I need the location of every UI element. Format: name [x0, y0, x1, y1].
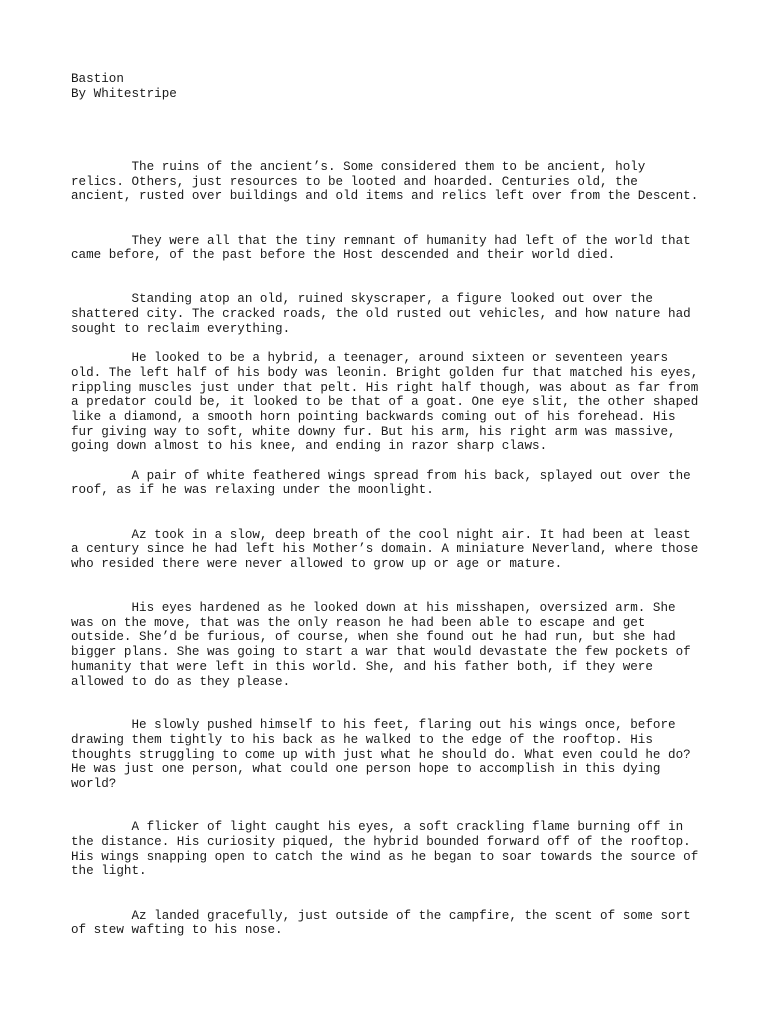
paragraph-line: A pair of white feathered wings spread from his back, splayed out over the: [71, 469, 691, 483]
paragraph-line: old. The left half of his body was leonin. Bright golden fur that matched his eyes,: [71, 366, 699, 380]
paragraph-line: came before, of the past before the Host descended and their world died.: [71, 248, 616, 262]
paragraph-line: the light.: [71, 864, 147, 878]
paragraph-line: He was just one person, what could one person hope to accomplish in this dying: [71, 762, 661, 776]
paragraph-line: allowed to do as they please.: [71, 675, 291, 689]
paragraph-line: He slowly pushed himself to his feet, flaring out his wings once, before: [71, 718, 676, 732]
paragraph-line: bigger plans. She was going to start a war that would devastate the few pockets of: [71, 645, 691, 659]
paragraph-line: rippling muscles just under that pelt. His right half though, was about as far from: [71, 381, 699, 395]
paragraph-line: They were all that the tiny remnant of humanity had left of the world that: [71, 234, 691, 248]
paragraph-line: the distance. His curiosity piqued, the hybrid bounded forward off of the rooftop.: [71, 835, 691, 849]
paragraph-line: thoughts struggling to come up with just what he should do. What even could he do?: [71, 748, 691, 762]
paragraph-line: who resided there were never allowed to grow up or age or mature.: [71, 557, 563, 571]
paragraph-line: of stew wafting to his nose.: [71, 923, 283, 937]
paragraph-line: A flicker of light caught his eyes, a soft crackling flame burning off in: [71, 820, 684, 834]
paragraph-line: a century since he had left his Mother’s domain. A miniature Neverland, where those: [71, 542, 699, 556]
paragraph-line: going down almost to his knee, and ending in razor sharp claws.: [71, 439, 548, 453]
paragraph-line: outside. She’d be furious, of course, when she found out he had run, but she had: [71, 630, 676, 644]
paragraph-line: fur giving way to soft, white downy fur. But his arm, his right arm was massive,: [71, 425, 676, 439]
paragraph-line: relics. Others, just resources to be looted and hoarded. Centuries old, the: [71, 175, 638, 189]
story-byline: By Whitestripe: [71, 87, 177, 101]
paragraph-line: roof, as if he was relaxing under the moonlight.: [71, 483, 434, 497]
paragraph-line: shattered city. The cracked roads, the old rusted out vehicles, and how nature had: [71, 307, 691, 321]
paragraph-line: humanity that were left in this world. She, and his father both, if they were: [71, 660, 653, 674]
paragraph-line: was on the move, that was the only reason he had been able to escape and get: [71, 616, 646, 630]
paragraph-line: The ruins of the ancient’s. Some considered them to be ancient, holy: [71, 160, 646, 174]
paragraph-line: drawing them tightly to his back as he walked to the edge of the rooftop. His: [71, 733, 653, 747]
paragraph-line: like a diamond, a smooth horn pointing backwards coming out of his forehead. His: [71, 410, 676, 424]
paragraph-line: Standing atop an old, ruined skyscraper, a figure looked out over the: [71, 292, 653, 306]
paragraph-line: Az took in a slow, deep breath of the cool night air. It had been at least: [71, 528, 691, 542]
paragraph-line: a predator could be, it looked to be that of a goat. One eye slit, the other shaped: [71, 395, 699, 409]
story-title: Bastion: [71, 72, 124, 86]
paragraph-line: sought to reclaim everything.: [71, 322, 291, 336]
paragraph-line: His eyes hardened as he looked down at his misshapen, oversized arm. She: [71, 601, 676, 615]
paragraph-line: He looked to be a hybrid, a teenager, around sixteen or seventeen years: [71, 351, 669, 365]
paragraph-line: ancient, rusted over buildings and old items and relics left over from the Descent.: [71, 189, 699, 203]
paragraph-line: world?: [71, 777, 117, 791]
paragraph-line: His wings snapping open to catch the wind as he began to soar towards the source of: [71, 850, 699, 864]
paragraph-line: Az landed gracefully, just outside of the campfire, the scent of some sort: [71, 909, 691, 923]
